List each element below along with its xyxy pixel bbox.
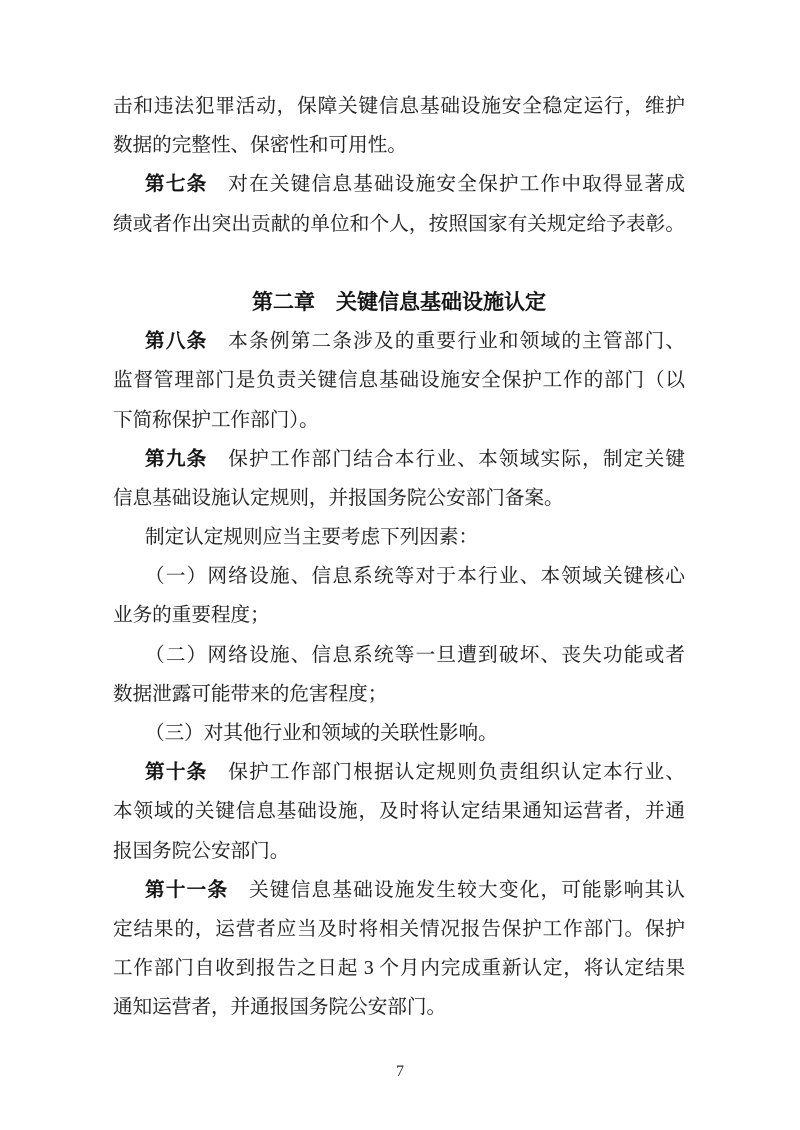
text-segment: 对在关键信息基础设施安全保护工作中取得显著成 (207, 174, 685, 196)
text-line (113, 518, 685, 557)
text-segment: （一）网络设施、信息系统等对于本行业、本领域关键核心 (145, 566, 685, 588)
text-line (113, 87, 685, 126)
text-segment: 制定认定规则应当主要考虑下列因素： (145, 527, 479, 549)
article-number: 第十条 (145, 762, 208, 784)
text-line (113, 949, 685, 988)
text-line (113, 714, 685, 753)
text-line (113, 479, 685, 518)
text-segment: 本条例第二条涉及的重要行业和领域的主管部门、 (207, 331, 685, 353)
document-text-block (113, 87, 685, 1028)
text-segment: 数据的完整性、保密性和可用性。 (113, 135, 407, 157)
text-segment: 保护工作部门根据认定规则负责组织认定本行业、 (207, 762, 685, 784)
text-segment: 信息基础设施认定规则，并报国务院公安部门备案。 (113, 487, 564, 509)
text-segment: 绩或者作出突出贡献的单位和个人，按照国家有关规定给予表彰。 (113, 213, 685, 235)
text-line (113, 988, 685, 1027)
text-segment: 业务的重要程度； (113, 605, 270, 627)
text-segment: 本领域的关键信息基础设施，及时将认定结果通知运营者，并通 (113, 801, 685, 823)
text-line (113, 440, 685, 479)
chapter-heading (113, 283, 685, 322)
page-number: 7 (396, 1063, 404, 1080)
text-segment: （二）网络设施、信息系统等一旦遭到破坏、丧失功能或者 (145, 644, 685, 666)
text-segment: 定结果的，运营者应当及时将相关情况报告保护工作部门。保护 (113, 918, 685, 940)
text-line (113, 636, 685, 675)
text-line (113, 401, 685, 440)
text-line (113, 361, 685, 400)
text-line (113, 675, 685, 714)
text-line (113, 126, 685, 165)
text-segment: （三）对其他行业和领域的关联性影响。 (145, 723, 498, 744)
text-segment: 下简称保护工作部门）。 (113, 409, 319, 431)
text-segment: 保护工作部门结合本行业、本领域实际，制定关键 (207, 448, 685, 470)
text-line (113, 792, 685, 831)
text-line (113, 596, 685, 635)
text-line (113, 322, 685, 361)
text-line (113, 871, 685, 910)
text-segment: 数据泄露可能带来的危害程度； (113, 683, 388, 705)
text-segment: 工作部门自收到报告之日起 3 个月内完成重新认定，将认定结果 (113, 958, 685, 980)
text-segment: 监督管理部门是负责关键信息基础设施安全保护工作的部门（以 (113, 370, 685, 392)
text-segment: 报国务院公安部门。 (113, 840, 290, 862)
text-line (113, 910, 685, 949)
text-segment: 击和违法犯罪活动，保障关键信息基础设施安全稳定运行，维护 (113, 96, 685, 117)
text-segment: 通知运营者，并通报国务院公安部门。 (113, 997, 447, 1019)
article-number: 第九条 (145, 448, 208, 470)
blank-line (113, 244, 685, 283)
article-number: 第十一条 (145, 879, 229, 901)
article-number: 第二章 关键信息基础设施认定 (252, 289, 546, 314)
text-line (113, 753, 685, 792)
text-line (113, 205, 685, 244)
article-number: 第七条 (145, 174, 208, 196)
text-line (113, 832, 685, 871)
article-number: 第八条 (145, 331, 208, 353)
text-line (113, 165, 685, 204)
text-segment: 关键信息基础设施发生较大变化，可能影响其认 (228, 879, 685, 901)
text-line (113, 557, 685, 596)
